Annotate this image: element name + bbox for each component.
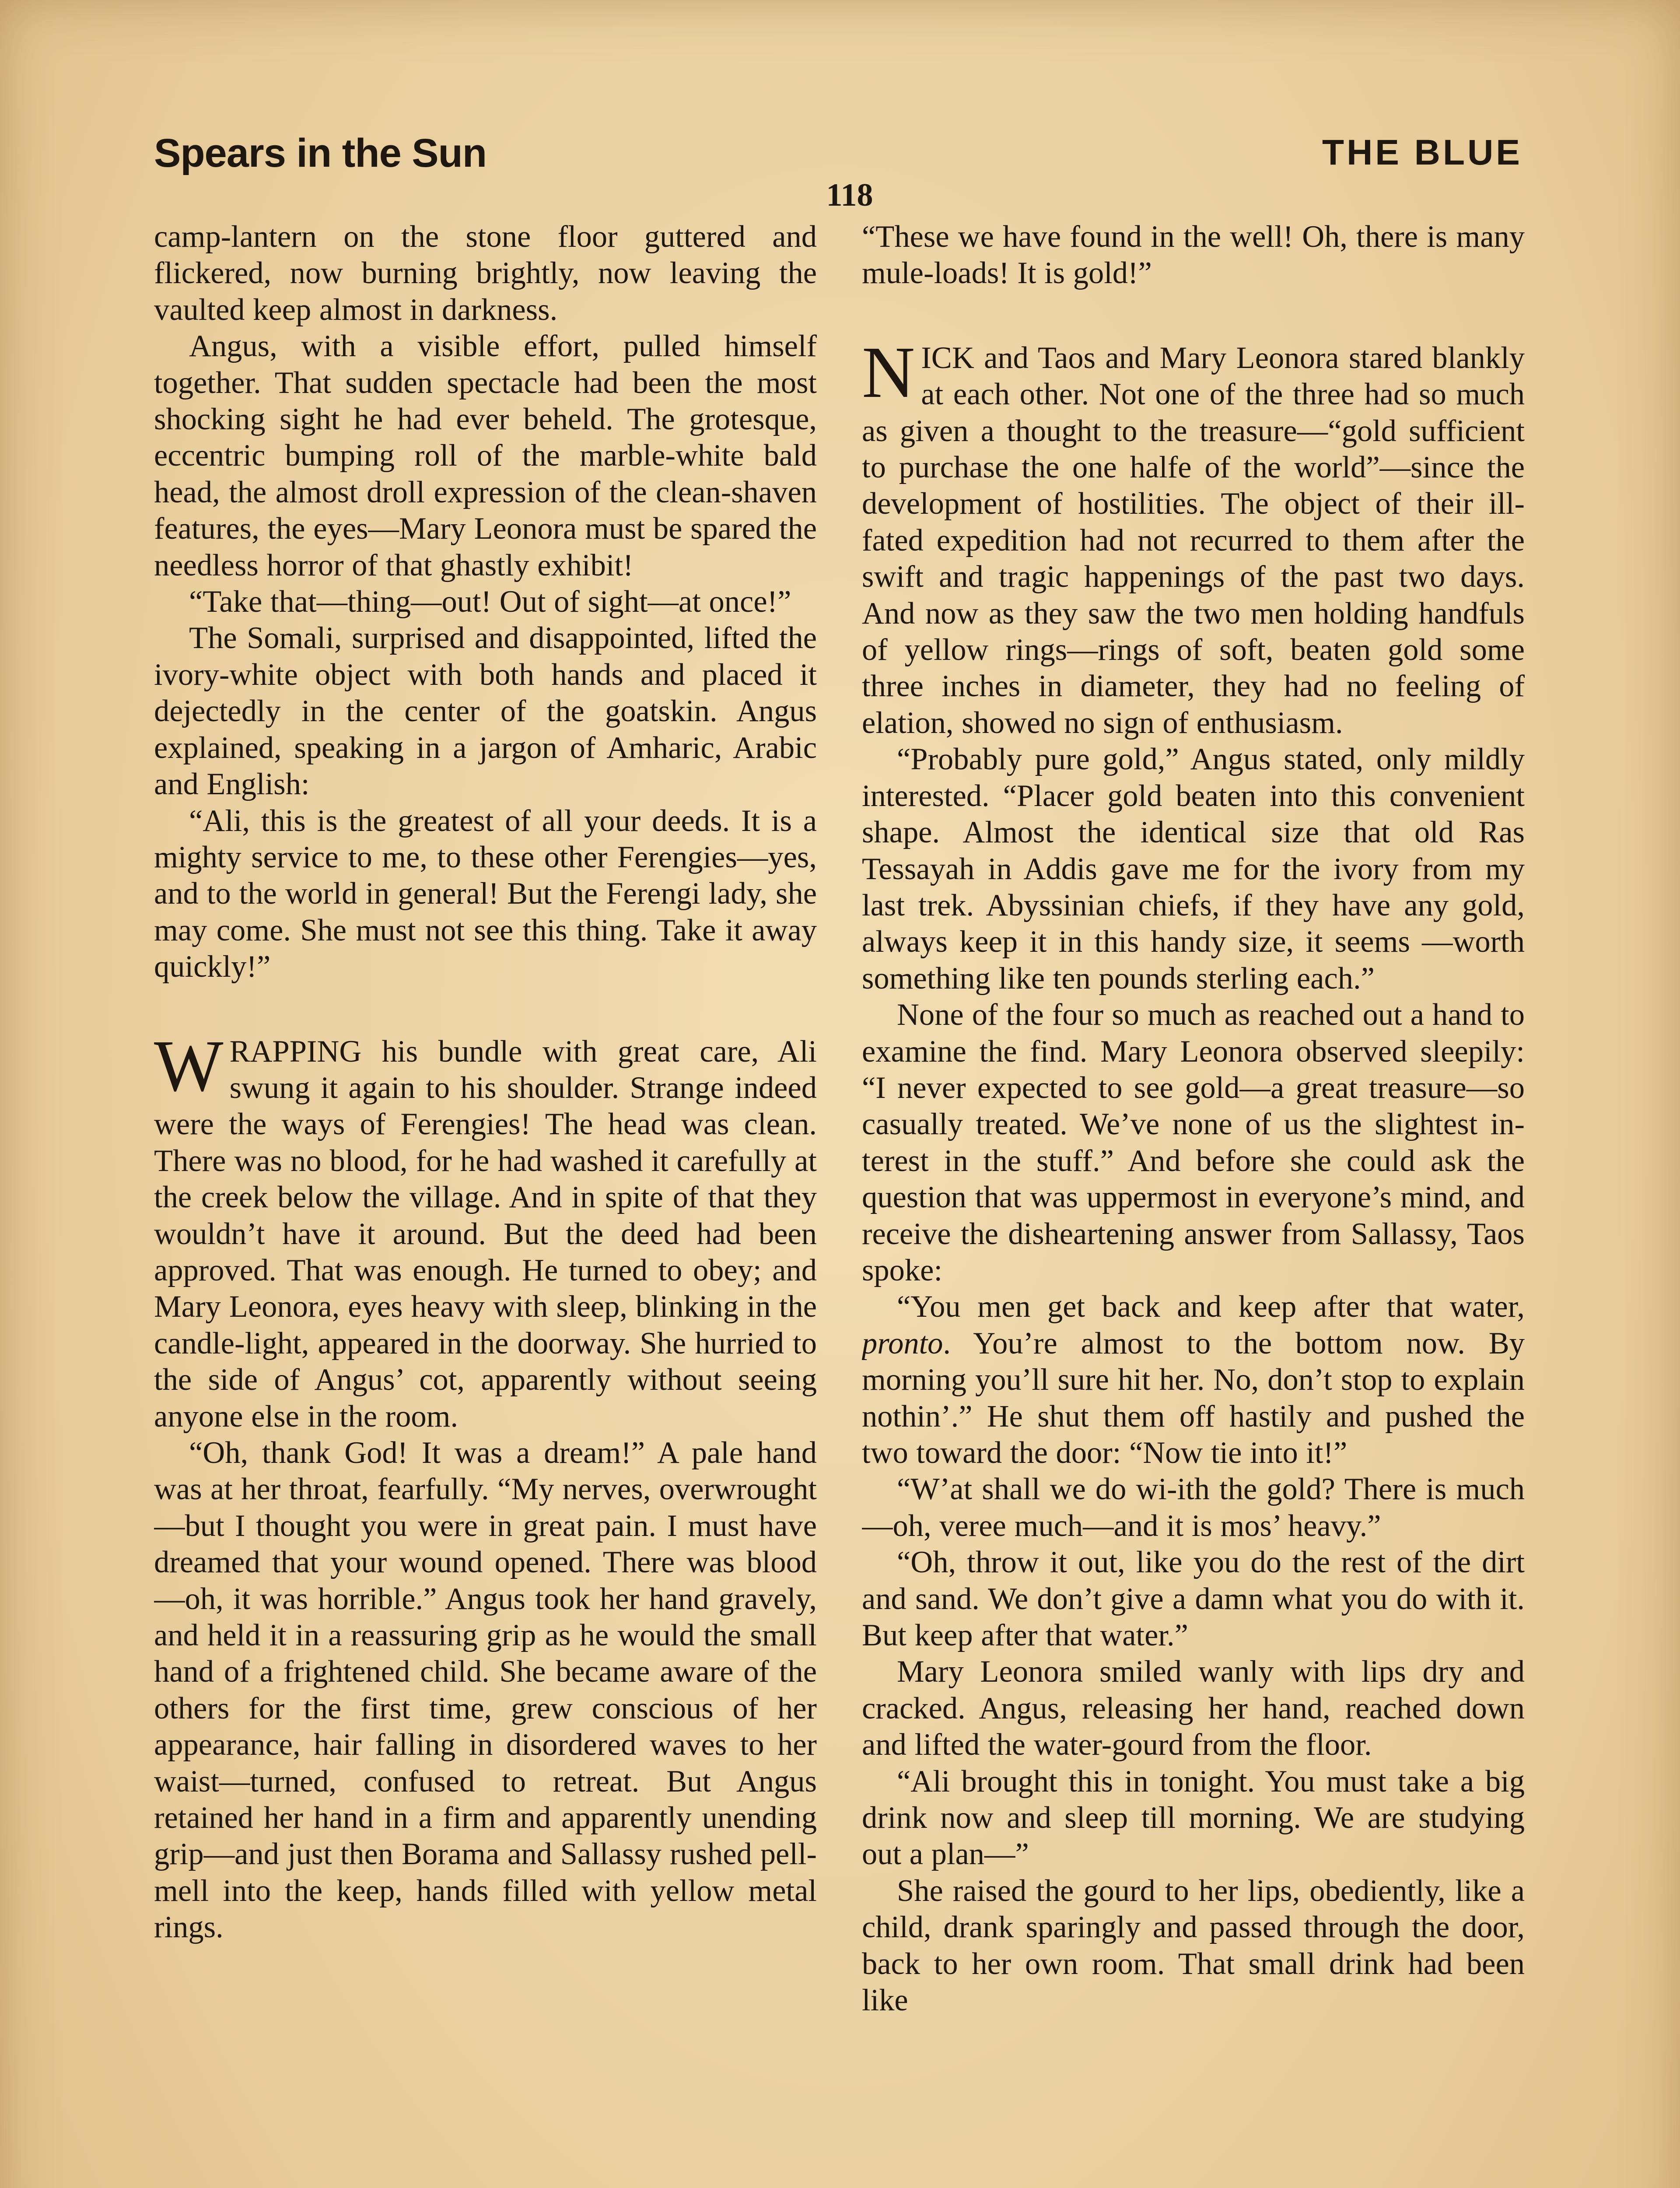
paragraph-text: “You men get back and keep after that water,	[897, 1290, 1525, 1324]
paragraph: “Ali brought this in tonight. You must take a big drink now and sleep till morning. We are studying out a plan—”	[862, 1764, 1525, 1872]
paragraph: “Ali, this is the greatest of all your deeds. It is a mighty service to me, to these other Ferengies—yes, and to the world in general! But the Ferengi lady, she may come. She must not see this thing. Take it away quickly!”	[154, 803, 817, 984]
section-opening-paragraph: WRAPPING his bundle with great care, Ali swung it again to his shoulder. Strange indeed were the ways of Ferengies! The head was clean. There was no blood, for he had washed it carefully at the creek below the village. And in spite of that they wouldn’t have it around. But the deed had been approved. That was enough. He turned to obey; and Mary Leonora, eyes heavy with sleep, blinking in the candle-light, appeared in the doorway. She hurried to the side of Angus’ cot, apparently without seeing anyone else in the room.	[154, 1025, 817, 1434]
paragraph: “Oh, thank God! It was a dream!” A pale hand was at her throat, fearfully. “My nerves, overwrought—but I thought you were in great pain. I must have dreamed that your wound opened. There was blood—oh, it was horrible.” Angus took her hand gravely, and held it in a reassuring grip as he would the small hand of a frightened child. She became aware of the others for the first time, grew conscious of her appearance, hair falling in disordered waves to her waist—turned, confused to retreat. But Angus retained her hand in a firm and apparently unending grip—and just then Borama and Sallassy rushed pell-mell into the keep, hands filled with yellow metal rings.	[154, 1436, 817, 1945]
paragraph: Angus, with a visible effort, pulled himself together. That sudden spectacle had been the most shocking sight he had ever beheld. The grotesque, eccentric bumping roll of the marble-white bald head, the almost droll expression of the clean-shaven features, the eyes—Mary Leonora must be spared the needless horror of that ghastly exhibit!	[154, 329, 817, 582]
paragraph: Mary Leonora smiled wanly with lips dry and cracked. Angus, releasing her hand, reached down and lifted the water-gourd from the floor.	[862, 1655, 1525, 1762]
running-title-right: THE BLUE	[1322, 133, 1522, 172]
paragraph: “W’at shall we do wi-ith the gold? There is much—oh, veree much—and it is mos’ heavy.”	[862, 1472, 1525, 1543]
paragraph: “Oh, throw it out, like you do the rest of the dirt and sand. We don’t give a damn what you do with it. But keep after that water.”	[862, 1545, 1525, 1653]
page-number: 118	[826, 177, 873, 213]
section-opening-paragraph: NICK and Taos and Mary Leonora stared blankly at each other. Not one of the three had so much as given a thought to the treasure—“gold sufficient to purchase the one halfe of the world”—since the development of hostilities. The object of their ill-fated expedition had not recurred to them after the swift and tragic happenings of the past two days. And now as they saw the two men holding handfuls of yellow rings—rings of soft, beaten gold some three inches in diameter, they had no feeling of elation, showed no sign of enthusiasm.	[862, 331, 1525, 740]
paragraph: “These we have found in the well! Oh, there is many mule-loads! It is gold!”	[862, 220, 1525, 291]
text-column-left	[154, 219, 817, 2188]
paragraph: “Probably pure gold,” Angus stated, only mildly interested. “Placer gold beaten into this convenient shape. Almost the identical size that old Ras Tessayah in Addis gave me for the ivory from my last trek. Abyssinian chiefs, if they have any gold, always keep it in this handy size, it seems —worth something like ten pounds sterling each.”	[862, 742, 1525, 996]
paragraph: She raised the gourd to her lips, obediently, like a child, drank sparingly and passed through the door, back to her own room. That small drink had been like	[862, 1873, 1525, 2018]
running-title-left: Spears in the Sun	[154, 131, 487, 175]
paragraph: camp-lantern on the stone floor guttered and flickered, now burning brightly, now leaving the vaulted keep almost in darkness.	[154, 220, 817, 327]
paragraph	[862, 1289, 1525, 1471]
paragraph: “Take that—thing—out! Out of sight—at once!”	[189, 585, 791, 619]
text-column-right	[862, 219, 1525, 2188]
paragraph: The Somali, surprised and disappointed, lifted the ivory-white object with both hands and placed it dejectedly in the center of the goatskin. Angus explained, speaking in a jargon of Amharic, Arabic and English:	[154, 621, 817, 802]
paragraph-text: . You’re almost to the bottom now. By morning you’ll sure hit her. No, don’t stop to explain nothin’.” He shut them off hastily and pushed the two toward the door: “Now tie into it!”	[862, 1326, 1525, 1470]
italic-word: pronto	[862, 1326, 943, 1360]
paragraph: None of the four so much as reached out a hand to examine the find. Mary Leonora observed sleepily: “I never expected to see gold—a great treasure—so casually treated. We’ve none of us the slightest interest in the stuff.” And before she could ask the question that was uppermost in everyone’s mind, and receive the disheartening answer from Sallassy, Taos spoke:	[862, 998, 1525, 1287]
